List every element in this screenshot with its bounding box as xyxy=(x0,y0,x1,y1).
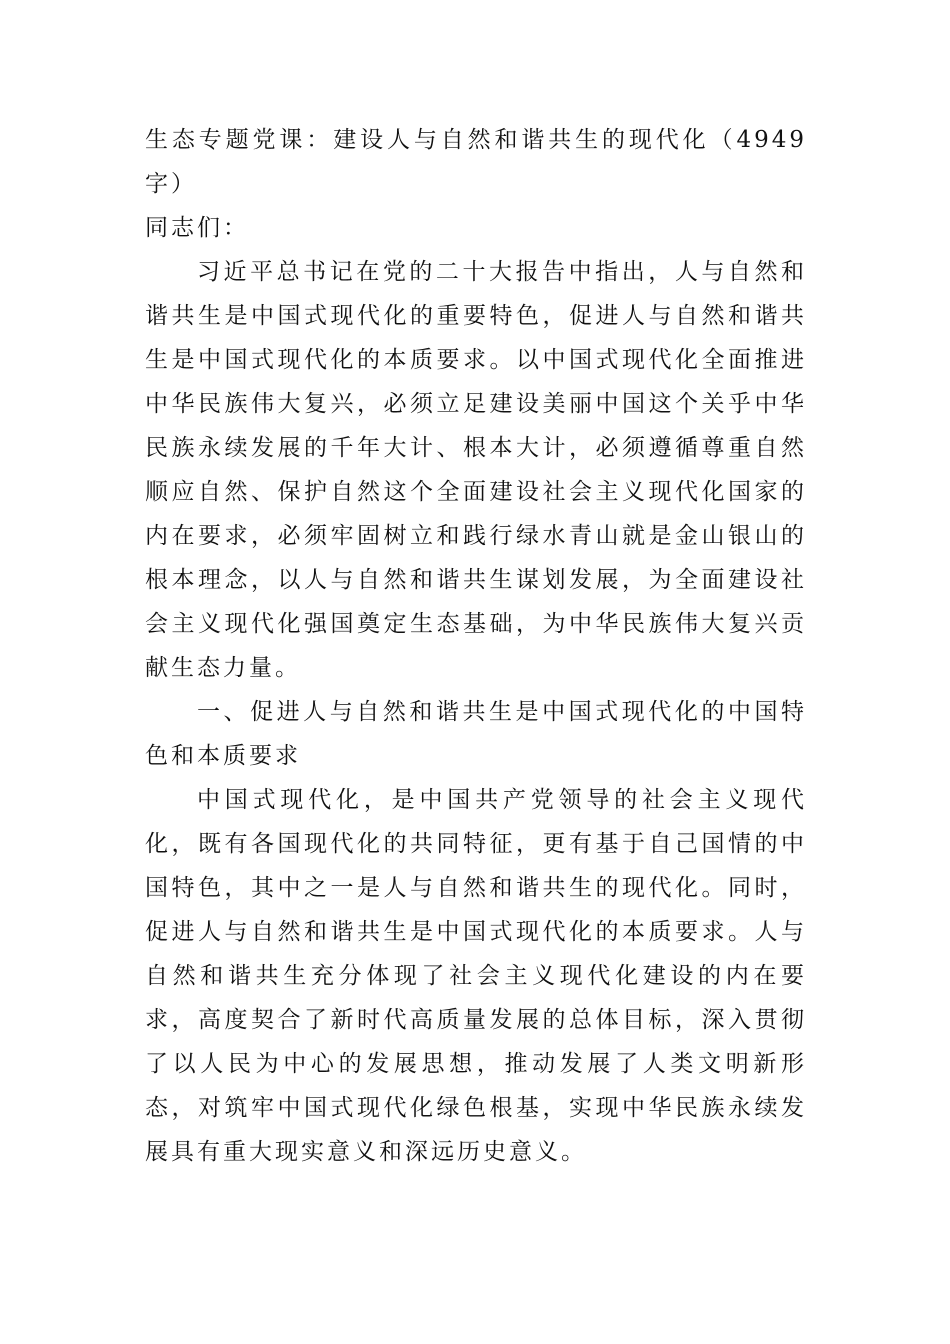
document-title: 生态专题党课：建设人与自然和谐共生的现代化（4949字） xyxy=(145,127,807,197)
section-1-paragraph: 中国式现代化，是中国共产党领导的社会主义现代化，既有各国现代化的共同特征，更有基于自己国情的中国特色，其中之一是人与自然和谐共生的现代化。同时，促进人与自然和谐共生是中国式现代化的本质要求。人与自然和谐共生充分体现了社会主义现代化建设的内在要求，高度契合了新时代高质量发展的总体目标，深入贯彻了以人民为中心的发展思想，推动发展了人类文明新形态，对筑牢中国式现代化绿色根基，实现中华民族永续发展具有重大现实意义和深远历史意义。 xyxy=(145,787,807,1165)
document-body xyxy=(145,118,807,1174)
salutation: 同志们： xyxy=(145,215,249,241)
intro-paragraph: 习近平总书记在党的二十大报告中指出，人与自然和谐共生是中国式现代化的重要特色，促进人与自然和谐共生是中国式现代化的本质要求。以中国式现代化全面推进中华民族伟大复兴，必须立足建设美丽中国这个关乎中华民族永续发展的千年大计、根本大计，必须遵循尊重自然顺应自然、保护自然这个全面建设社会主义现代化国家的内在要求，必须牢固树立和践行绿水青山就是金山银山的根本理念，以人与自然和谐共生谋划发展，为全面建设社会主义现代化强国奠定生态基础，为中华民族伟大复兴贡献生态力量。 xyxy=(145,259,807,681)
section-heading-1: 一、促进人与自然和谐共生是中国式现代化的中国特色和本质要求 xyxy=(145,699,807,769)
